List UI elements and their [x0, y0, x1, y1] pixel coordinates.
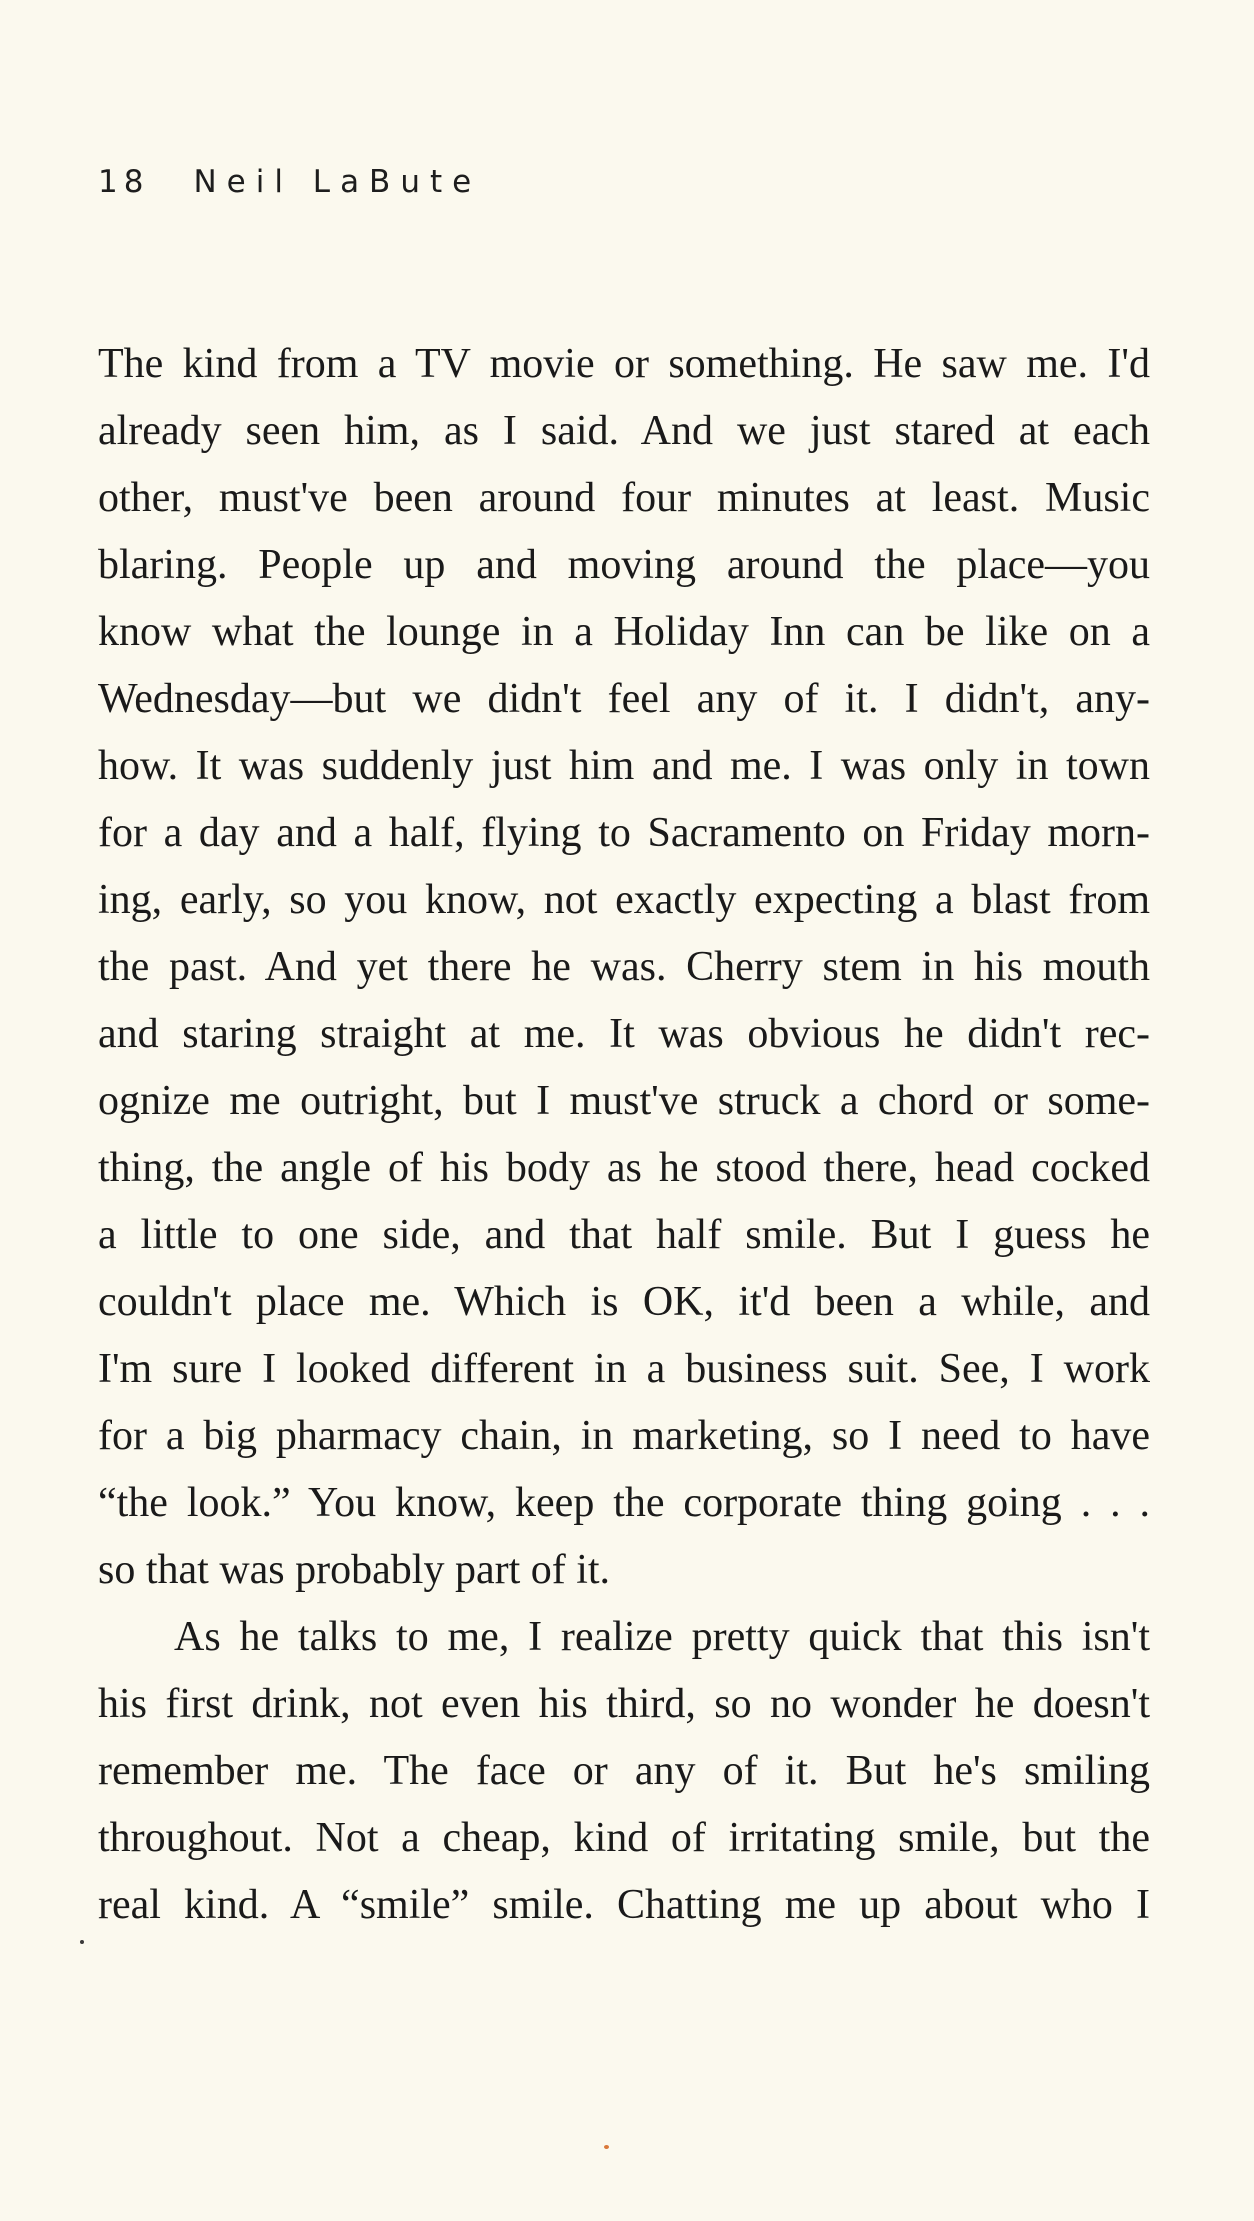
text-line: a little to one side, and that half smile. But I guess he	[98, 1212, 1150, 1258]
text-line: couldn't place me. Which is OK, it'd been a while, and	[98, 1279, 1150, 1325]
running-head	[98, 162, 481, 202]
text-line: I'm sure I looked different in a business suit. See, I work	[98, 1346, 1150, 1392]
text-line: other, must've been around four minutes at least. Music	[98, 475, 1150, 521]
text-line: already seen him, as I said. And we just stared at each	[98, 408, 1150, 454]
running-head-author: Neil LaBute	[193, 164, 482, 200]
text-line: As he talks to me, I realize pretty quick that this isn't	[174, 1614, 1150, 1660]
text-line: how. It was suddenly just him and me. I was only in town	[98, 743, 1150, 789]
text-line: blaring. People up and moving around the place—you	[98, 542, 1150, 588]
text-line: remember me. The face or any of it. But he's smiling	[98, 1748, 1150, 1794]
text-line: The kind from a TV movie or something. He saw me. I'd	[98, 341, 1150, 387]
paper-speck	[604, 2145, 609, 2149]
paragraph-2	[98, 1604, 1150, 1939]
text-line: and staring straight at me. It was obvious he didn't rec-	[98, 1011, 1150, 1057]
text-line: for a big pharmacy chain, in marketing, so I need to have	[98, 1413, 1150, 1459]
paper-speck	[80, 1940, 84, 1944]
text-line: for a day and a half, flying to Sacramento on Friday morn-	[98, 810, 1150, 856]
body-text	[98, 331, 1150, 1939]
text-line: “the look.” You know, keep the corporate thing going . . .	[98, 1480, 1150, 1526]
text-line: the past. And yet there he was. Cherry stem in his mouth	[98, 944, 1150, 990]
paragraph-1	[98, 331, 1150, 1604]
text-line: so that was probably part of it.	[98, 1547, 611, 1593]
text-line: ing, early, so you know, not exactly expecting a blast from	[98, 877, 1150, 923]
text-line: his first drink, not even his third, so no wonder he doesn't	[98, 1681, 1150, 1727]
text-line: thing, the angle of his body as he stood there, head cocked	[98, 1145, 1150, 1191]
text-line: know what the lounge in a Holiday Inn can be like on a	[98, 609, 1150, 655]
page-number: 18	[98, 164, 150, 200]
text-line: ognize me outright, but I must've struck a chord or some-	[98, 1078, 1150, 1124]
text-line: Wednesday—but we didn't feel any of it. I didn't, any-	[98, 676, 1150, 722]
text-line: real kind. A “smile” smile. Chatting me up about who I	[98, 1882, 1150, 1928]
text-line: throughout. Not a cheap, kind of irritating smile, but the	[98, 1815, 1150, 1861]
